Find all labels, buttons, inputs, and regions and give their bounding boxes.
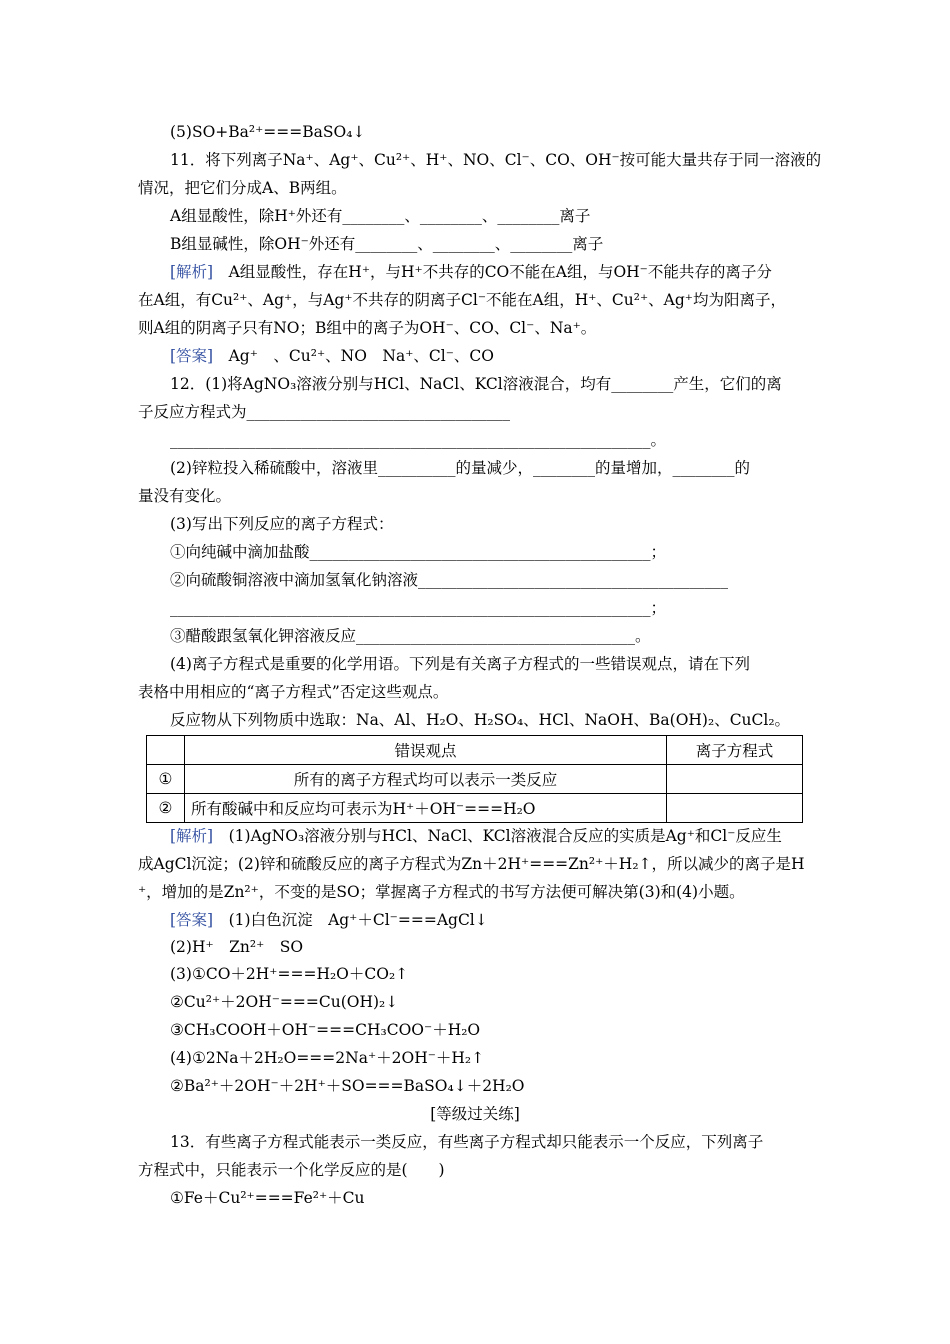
row-number: ① xyxy=(147,765,185,794)
row-view: 所有酸碱中和反应均可表示为H⁺＋OH⁻===H₂O xyxy=(185,794,667,823)
text-line: 表格中用相应的“离子方程式”否定这些观点。 xyxy=(138,683,449,701)
text-span: Ag⁺ 、Cu²⁺、NO Na⁺、Cl⁻、CO xyxy=(213,347,494,365)
text-line: (4)离子方程式是重要的化学用语。下列是有关离子方程式的一些错误观点，请在下列 xyxy=(170,655,750,673)
question-13: 13．有些离子方程式能表示一类反应，有些离子方程式却只能表示一个反应，下列离子 xyxy=(170,1133,764,1151)
analysis-tag: [解析] xyxy=(170,263,214,281)
text-line: 量没有变化。 xyxy=(138,487,232,505)
text-line: 反应物从下列物质中选取：Na、Al、H₂O、H₂SO₄、HCl、NaOH、Ba(OH)₂、CuCl₂。 xyxy=(170,711,791,729)
text-line: 在A组，有Cu²⁺、Ag⁺，与Ag⁺不共存的阴离子Cl⁻不能在A组，H⁺、Cu²⁺、Ag⁺均为阳离子， xyxy=(138,291,786,309)
table-row xyxy=(147,794,803,823)
analysis-tag: [解析] xyxy=(170,827,214,845)
text-line: ①Fe＋Cu²⁺===Fe²⁺＋Cu xyxy=(170,1189,365,1207)
text-line: B组显碱性，除OH⁻外还有________、________、________离子 xyxy=(170,235,604,253)
analysis-line xyxy=(170,262,850,282)
table-header-cell: 离子方程式 xyxy=(667,736,803,765)
answer-line xyxy=(170,346,850,366)
text-line: (3)写出下列反应的离子方程式： xyxy=(170,515,394,533)
error-views-table xyxy=(146,735,803,823)
text-line: 成AgCl沉淀；(2)锌和硫酸反应的离子方程式为Zn＋2H⁺===Zn²⁺＋H₂↑，所以减少的离子是H xyxy=(138,855,805,873)
text-line: ③醋酸跟氢氧化钾溶液反应____________________________________。 xyxy=(170,627,651,645)
text-line: (5)SO+Ba²⁺===BaSO₄↓ xyxy=(170,123,366,141)
section-heading: [等级过关练] xyxy=(430,1105,520,1123)
text-line: 子反应方程式为__________________________________ xyxy=(138,403,511,421)
analysis-line xyxy=(170,826,850,846)
table-row xyxy=(147,765,803,794)
text-line: 情况，把它们分成A、B两组。 xyxy=(138,179,347,197)
text-span: A组显酸性，存在H⁺，与H⁺不共存的CO不能在A组，与OH⁻不能共存的离子分 xyxy=(213,263,772,281)
row-equation xyxy=(667,765,803,794)
text-line: ②Ba²⁺＋2OH⁻＋2H⁺＋SO===BaSO₄↓＋2H₂O xyxy=(170,1077,525,1095)
text-line: ①向纯碱中滴加盐酸____________________________________________； xyxy=(170,543,667,561)
text-line: ______________________________________________________________。 xyxy=(170,431,667,449)
table-header-cell xyxy=(147,736,185,765)
answer-tag: [答案] xyxy=(170,347,214,365)
text-line: (2)锌粒投入稀硫酸中，溶液里__________的量减少，________的量增加，________的 xyxy=(170,459,750,477)
table-header-row xyxy=(147,736,803,765)
answer-line xyxy=(170,910,850,930)
text-line: (4)①2Na＋2H₂O===2Na⁺＋2OH⁻＋H₂↑ xyxy=(170,1049,485,1067)
text-span: (1)AgNO₃溶液分别与HCl、NaCl、KCl溶液混合反应的实质是Ag⁺和Cl⁻反应生 xyxy=(213,827,782,845)
text-line: 则A组的阴离子只有NO；B组中的离子为OH⁻、CO、Cl⁻、Na⁺。 xyxy=(138,319,597,337)
row-view: 所有的离子方程式均可以表示一类反应 xyxy=(185,765,667,794)
row-equation xyxy=(667,794,803,823)
text-line: ③CH₃COOH＋OH⁻===CH₃COO⁻＋H₂O xyxy=(170,1021,481,1039)
text-line: 方程式中，只能表示一个化学反应的是( ) xyxy=(138,1161,445,1179)
question-12: 12．(1)将AgNO₃溶液分别与HCl、NaCl、KCl溶液混合，均有________产生，它们的离 xyxy=(170,375,782,393)
text-line: ______________________________________________________________； xyxy=(170,599,667,617)
row-number: ② xyxy=(147,794,185,823)
text-line: ②Cu²⁺＋2OH⁻===Cu(OH)₂↓ xyxy=(170,993,399,1011)
table-header-cell: 错误观点 xyxy=(185,736,667,765)
text-line: ②向硫酸铜溶液中滴加氢氧化钠溶液________________________________________ xyxy=(170,571,729,589)
text-line: ⁺，增加的是Zn²⁺，不变的是SO；掌握离子方程式的书写方法便可解决第(3)和(4)小题。 xyxy=(138,883,745,901)
text-span: (1)白色沉淀 Ag⁺＋Cl⁻===AgCl↓ xyxy=(213,911,488,929)
text-line: (3)①CO＋2H⁺===H₂O＋CO₂↑ xyxy=(170,965,409,983)
question-11: 11．将下列离子Na⁺、Ag⁺、Cu²⁺、H⁺、NO、Cl⁻、CO、OH⁻按可能大量共存于同一溶液的 xyxy=(170,151,822,169)
text-line: A组显酸性，除H⁺外还有________、________、________离子 xyxy=(170,207,591,225)
answer-tag: [答案] xyxy=(170,911,214,929)
text-line: (2)H⁺ Zn²⁺ SO xyxy=(170,938,304,956)
